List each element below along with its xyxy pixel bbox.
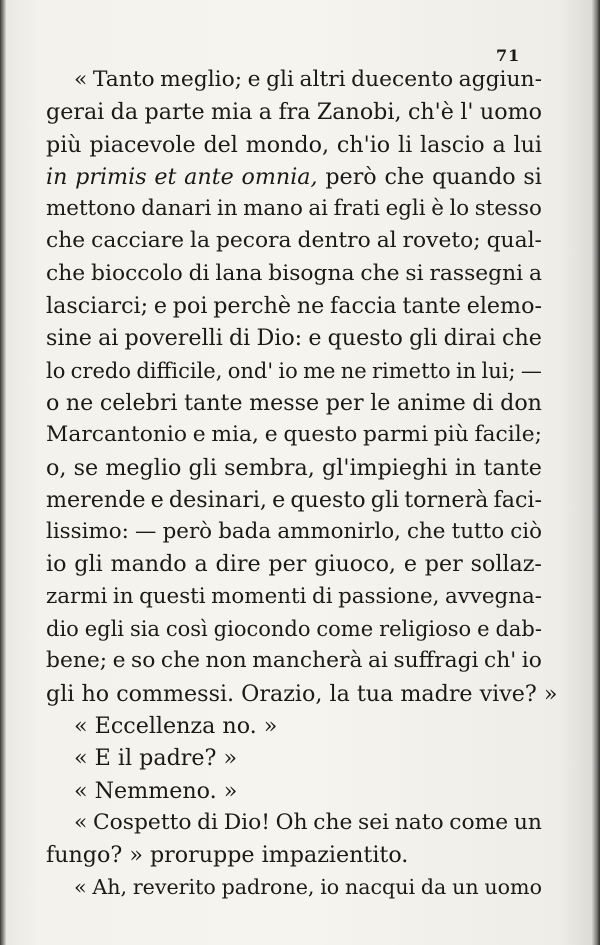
word: madre — [400, 680, 473, 707]
word: gli — [370, 486, 400, 513]
word: dentro — [297, 228, 371, 254]
word: e — [192, 422, 206, 448]
text-line — [46, 387, 542, 419]
word: rassegni — [429, 260, 524, 286]
text-line — [46, 710, 542, 742]
word: la — [329, 680, 350, 707]
word: gli — [188, 454, 217, 481]
word: e — [247, 67, 261, 92]
word: duecento — [351, 67, 454, 92]
word: « — [74, 745, 88, 772]
word: nacqui — [344, 875, 416, 900]
word: meglio — [105, 454, 182, 481]
word: » — [223, 745, 238, 772]
word: ch'io — [336, 131, 391, 158]
word: sia — [129, 617, 160, 642]
word: però — [162, 519, 213, 545]
word: tante — [483, 454, 542, 481]
word: reverito — [132, 875, 216, 900]
word: Zanobi, — [316, 99, 402, 126]
word: et — [154, 163, 177, 190]
page-number: 71 — [496, 46, 521, 65]
word: ai — [308, 196, 329, 222]
word: mia — [211, 99, 253, 126]
word: però — [325, 163, 377, 190]
word: gerai — [46, 99, 105, 126]
word: così — [165, 617, 208, 642]
text-line — [46, 225, 542, 257]
text-line — [46, 645, 542, 677]
word: don — [500, 389, 542, 416]
word: che — [46, 228, 86, 254]
text-line — [46, 129, 542, 161]
word: — — [520, 358, 542, 383]
word: faccia — [330, 293, 397, 320]
page-binding-edge — [0, 0, 6, 945]
text-line — [46, 290, 542, 322]
word: di — [312, 583, 333, 609]
word: sei — [358, 809, 390, 835]
word: quando — [432, 163, 516, 190]
word: E — [94, 745, 111, 772]
word: impazientito. — [261, 842, 409, 869]
word: di — [472, 389, 494, 416]
body-text — [46, 64, 558, 904]
text-line — [46, 516, 542, 548]
word: passione, — [338, 583, 440, 609]
word: proruppe — [149, 842, 255, 869]
word: parmi — [363, 422, 429, 448]
word: omnia, — [241, 163, 318, 190]
word: a — [258, 99, 273, 126]
word: nato — [394, 809, 444, 835]
word: suffragi — [393, 648, 479, 674]
word: lana — [215, 260, 263, 286]
word: io — [46, 551, 67, 578]
word: sine — [46, 325, 92, 352]
word: più — [433, 422, 469, 448]
text-line — [46, 613, 542, 645]
word: è — [431, 196, 444, 222]
word: e — [264, 422, 278, 448]
word: e — [150, 486, 164, 513]
word: avvegna- — [444, 583, 542, 609]
word: mando — [110, 551, 187, 578]
word: ai — [367, 648, 388, 674]
word: Cospetto — [92, 809, 192, 835]
word: padrone, — [221, 875, 315, 900]
word: si — [405, 260, 424, 286]
word: ammonirlo, — [277, 519, 401, 545]
word: io — [521, 648, 542, 674]
word: Marcantonio — [46, 422, 187, 448]
text-line — [46, 355, 542, 387]
word: del — [203, 131, 238, 158]
word: e — [477, 617, 490, 642]
word: zarmi — [46, 583, 108, 609]
word: in — [216, 196, 238, 222]
word: pecora — [215, 228, 292, 254]
word: l' — [460, 99, 474, 126]
word: come — [449, 809, 509, 835]
word: se — [73, 454, 99, 481]
word: sembra, — [224, 454, 315, 481]
word: ai — [98, 325, 119, 352]
text-line — [46, 775, 542, 807]
word: egli — [84, 617, 125, 642]
word: mano — [243, 196, 303, 222]
word: Tanto — [92, 67, 155, 92]
word: questo — [283, 422, 358, 448]
word: poverelli — [124, 325, 223, 352]
word: « — [74, 777, 88, 804]
word: che — [46, 260, 86, 286]
text-line — [46, 871, 542, 903]
word: gli — [46, 680, 75, 707]
word: commessi. — [116, 680, 235, 707]
text-line — [46, 581, 542, 613]
word: stesso — [474, 196, 542, 222]
word: uomo — [484, 875, 542, 900]
word: religioso — [379, 617, 472, 642]
word: mancherà — [252, 648, 363, 674]
word: ne — [296, 293, 325, 320]
word: si — [523, 163, 542, 190]
word: » — [223, 777, 238, 804]
word: Dio: — [256, 325, 303, 352]
word: perchè — [213, 293, 292, 320]
word: facile; — [474, 422, 542, 448]
word: ante — [184, 163, 234, 190]
word: lo — [449, 196, 470, 222]
word: danari — [141, 196, 212, 222]
word: e — [153, 293, 167, 320]
word: altri — [299, 67, 346, 92]
word: più — [46, 131, 82, 158]
word: non — [205, 648, 247, 674]
word: vive? — [479, 680, 537, 707]
word: frati — [333, 196, 380, 222]
word: ciò — [510, 519, 542, 545]
page-outer-edge — [592, 0, 600, 945]
word: che — [313, 809, 353, 835]
word: ch'è — [407, 99, 454, 126]
word: il — [117, 745, 133, 772]
word: lascio — [420, 131, 485, 158]
word: sollaz- — [470, 551, 542, 578]
word: al — [376, 228, 397, 254]
word: e — [112, 648, 126, 674]
word: difficile, — [136, 358, 223, 383]
text-line — [46, 548, 542, 580]
word: uomo — [479, 99, 542, 126]
word: la — [190, 228, 210, 254]
word: questo — [290, 486, 366, 513]
word: io — [278, 358, 298, 383]
word: lui; — [481, 358, 516, 383]
text-line — [46, 839, 542, 871]
text-line — [46, 322, 542, 354]
word: per — [268, 551, 307, 578]
word: tutto — [451, 519, 505, 545]
word: a — [492, 131, 506, 158]
word: dio — [46, 617, 79, 642]
word: tornerà — [404, 486, 489, 513]
word: gli — [409, 325, 438, 352]
word: rimetto — [372, 358, 451, 383]
word: per — [325, 389, 364, 416]
word: lui — [513, 131, 542, 158]
word: e — [403, 551, 417, 578]
word: e — [272, 486, 286, 513]
word: aggiun- — [458, 67, 542, 92]
word: a — [194, 551, 208, 578]
word: un — [513, 809, 542, 835]
word: mettono — [46, 196, 136, 222]
word: Orazio, — [241, 680, 323, 707]
word: messe — [249, 389, 320, 416]
word: questi — [139, 583, 206, 609]
word: o — [46, 389, 60, 416]
text-line — [46, 742, 542, 774]
word: » — [263, 712, 278, 739]
word: in — [46, 163, 68, 190]
word: ne — [65, 389, 94, 416]
word: e — [308, 325, 322, 352]
word: in — [112, 583, 134, 609]
text-line — [46, 452, 542, 484]
word: « — [74, 875, 87, 900]
word: gl'impieghi — [322, 454, 448, 481]
word: celebri — [99, 389, 178, 416]
word: padre? — [139, 745, 217, 772]
word: — — [135, 519, 157, 545]
word: di — [228, 325, 251, 352]
word: meglio; — [160, 67, 243, 92]
word: egli — [385, 196, 426, 222]
word: Dio! — [223, 809, 271, 835]
text-line — [46, 258, 542, 290]
word: lissimo: — [46, 519, 129, 545]
word: faci- — [493, 486, 542, 513]
word: tante — [184, 389, 243, 416]
word: che — [384, 163, 425, 190]
word: mondo, — [245, 131, 330, 158]
word: dab- — [495, 617, 542, 642]
word: gli — [266, 67, 294, 92]
text-line — [46, 484, 542, 516]
word: di — [197, 809, 219, 835]
text-line — [46, 64, 542, 96]
word: ond' — [227, 358, 274, 383]
text-line — [46, 193, 542, 225]
word: « — [74, 712, 88, 739]
word: anime — [396, 389, 466, 416]
word: da — [110, 99, 139, 126]
word: che — [502, 325, 542, 352]
word: poi — [172, 293, 208, 320]
word: giuoco, — [314, 551, 396, 578]
word: ho — [81, 680, 110, 707]
word: le — [370, 389, 391, 416]
word: piacevole — [89, 131, 196, 158]
word: fra — [278, 99, 311, 126]
word: lasciarci; — [46, 293, 149, 320]
word: giocondo — [213, 617, 311, 642]
word: in — [455, 358, 477, 383]
word: so — [131, 648, 156, 674]
word: che — [160, 648, 201, 674]
word: Nemmeno. — [94, 777, 217, 804]
word: momenti — [211, 583, 307, 609]
text-line — [46, 807, 542, 839]
word: mia, — [211, 422, 259, 448]
word: o, — [46, 454, 67, 481]
word: che — [407, 519, 446, 545]
word: desinari, — [168, 486, 267, 513]
word: Oh — [275, 809, 308, 835]
word: bioccolo — [91, 260, 183, 286]
word: a — [529, 260, 542, 286]
word: credo — [70, 358, 131, 383]
word: cacciare — [91, 228, 185, 254]
word: me — [303, 358, 336, 383]
word: li — [397, 131, 413, 158]
word: merende — [46, 486, 146, 513]
word: gli — [74, 551, 103, 578]
word: io — [320, 875, 340, 900]
word: lo — [46, 358, 66, 383]
word: roveto; — [402, 228, 481, 254]
word: che — [360, 260, 400, 286]
text-line — [46, 161, 542, 193]
word: » — [543, 680, 558, 707]
word: primis — [75, 163, 147, 190]
word: « — [74, 809, 88, 835]
word: Ah, — [92, 875, 128, 900]
word: no. — [222, 712, 257, 739]
text-line — [46, 419, 542, 451]
word: come — [316, 617, 374, 642]
word: questo — [327, 325, 403, 352]
word: tante — [402, 293, 461, 320]
word: bisogna — [268, 260, 355, 286]
word: in — [454, 454, 477, 481]
word: per — [424, 551, 463, 578]
word: da — [420, 875, 447, 900]
word: fungo? — [46, 842, 123, 869]
word: elemo- — [466, 293, 542, 320]
word: dirai — [443, 325, 496, 352]
word: « — [74, 67, 88, 92]
word: » — [129, 842, 143, 869]
word: ch' — [484, 648, 517, 674]
word: ne — [340, 358, 367, 383]
text-line — [46, 678, 558, 710]
word: un — [452, 875, 479, 900]
text-line — [46, 96, 542, 128]
word: bada — [218, 519, 272, 545]
word: bene; — [46, 648, 108, 674]
word: dire — [215, 551, 261, 578]
word: parte — [144, 99, 205, 126]
word: qual- — [486, 228, 542, 254]
word: di — [188, 260, 210, 286]
word: tua — [356, 680, 394, 707]
word: Eccellenza — [94, 712, 216, 739]
